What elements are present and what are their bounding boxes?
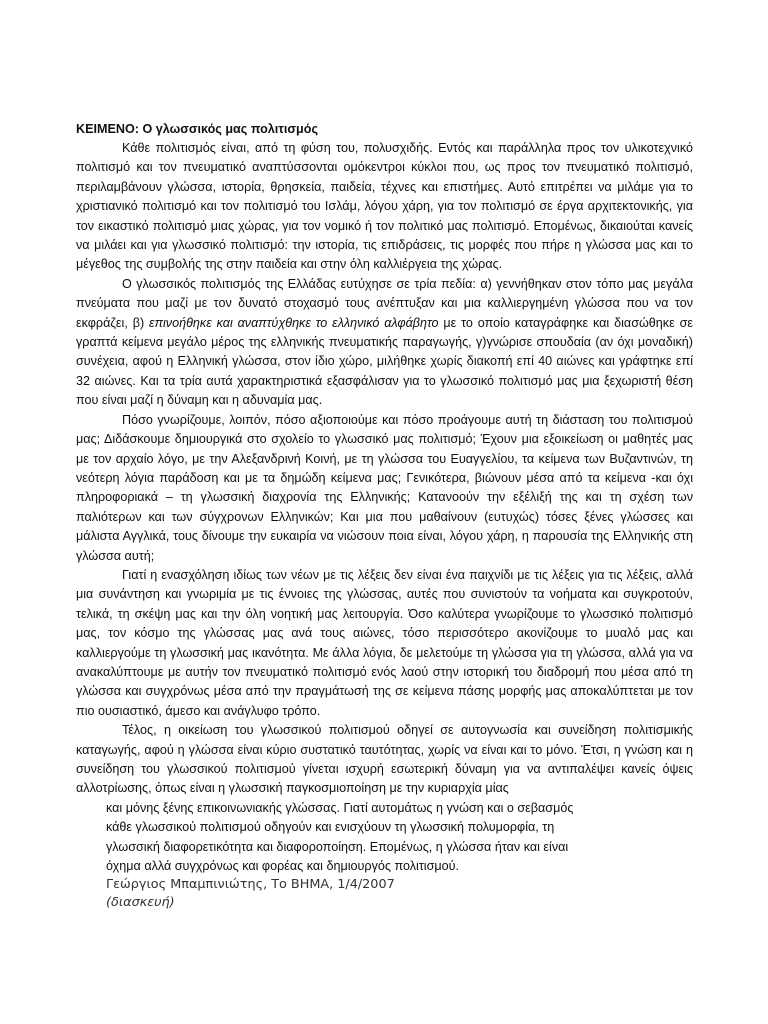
paragraph-2-italic: επινοήθηκε και αναπτύχθηκε το ελληνικό αλφάβητο [149,315,439,330]
continuation-line: γλωσσική διαφορετικότητα και διαφοροποίηση. Επομένως, η γλώσσα ήταν και είναι [106,839,569,854]
article [76,120,693,912]
paragraph-5: Τέλος, η οικείωση του γλωσσικού πολιτισμού οδηγεί σε αυτογνωσία και συνείδηση πολιτισμικής καταγωγής, αφού η γλώσσα είναι κύριο συστατικό ταυτότητας, χωρίς να είναι και το μόνο. Έτσι, η γνώση και η συνείδηση του γλωσσικού πολιτισμού γίνεται ισχυρή εσωτερική δύναμη για να αντιπαλέψει κανείς όψεις αλλοτρίωσης, όπως είναι η γλωσσική παγκοσμιοποίηση με την κυριαρχία μίας [76,723,693,796]
continuation-line: και μόνης ξένης επικοινωνιακής γλώσσας. Γιατί αυτομάτως η γνώση και ο σεβασμός [106,800,574,815]
article-heading: ΚΕΙΜΕΝΟ: Ο γλωσσικός μας πολιτισμός [76,122,318,136]
continuation-line: όχημα αλλά συγχρόνως και φορέας και δημιουργός πολιτισμού. [106,859,460,874]
paragraph-2-text-end: με το οποίο καταγράφηκε και διασώθηκε σε γραπτά κείμενα μεγάλο μέρος της ελληνικής πνευματικής παραγωγής, γ)γνώρισε σπουδαία (αν όχι μοναδική) συνέχεια, αφού η Ελληνική γλώσσα, στον ίδιο χώρο, μιλήθηκε χωρίς διακοπή επί 40 αιώνες και γράφτηκε επί 32 αιώνες. Και τα τρία αυτά χαρακτηριστικά εξασφάλισαν για το γλωσσικό πολιτισμό μας μια ξεχωριστή θέση που είναι μαζί η δύναμη και η αδυναμία μας. [76,315,693,408]
paragraph-3: Πόσο γνωρίζουμε, λοιπόν, πόσο αξιοποιούμε και πόσο προάγουμε αυτή τη διάσταση του πολιτισμού μας; Διδάσκουμε δημιουργικά στο σχολείο το γλωσσικό μας πολιτισμό; Έχουν μια εξοικείωση οι μαθητές μας με τον αρχαίο λόγο, με την Αλεξανδρινή Κοινή, με τη γλώσσα του Ευαγγελίου, τα κείμενα των Βυζαντινών, τη νεότερη λόγια παράδοση και με τα δημώδη κείμενα μας; Γενικότερα, βιώνουν μέσα από τα κείμενα -και όχι πληροφοριακά – τη γλωσσική διαχρονία της Ελληνικής; Κατανοούν την εξέλιξή της και τη σχέση των παλιότερων και των σύγχρονων Ελληνικών; Και μια που μαθαίνουν (ευτυχώς) τόσες ξένες γλώσσες και μάλιστα Αγγλικά, τους δίνουμε την ευκαιρία να νιώσουν ποια είναι, λόγου χάρη, η παρουσία της Ελληνικής στη γλώσσα αυτή; [76,412,693,563]
author-signature: Γεώργιος Μπαμπινιώτης, Το ΒΗΜΑ, 1/4/2007 [106,877,395,893]
paragraph-2 [76,275,693,411]
continuation-block [106,799,693,877]
paragraph-1: Κάθε πολιτισμός είναι, από τη φύση του, πολυσχιδής. Εντός και παράλληλα προς τον υλικοτεχνικό πολιτισμό και τον πνευματικό αναπτύσσονται ομόκεντροι κύκλοι που, ως προς τον πνευματικό πολιτισμό, περιλαμβάνουν γλώσσα, ιστορία, θρησκεία, παιδεία, τέχνες και επιστήμες. Αυτό επιτρέπει να μιλάμε για το χριστιανικό πολιτισμό και τον πολιτισμό του Ισλάμ, λόγου χάρη, για τον πολιτισμό σε έργα αρχιτεκτονικής, για τον εικαστικό πολιτισμό μιας χώρας, για τον νομικό ή τον πολιτικό μας πολιτισμό. Επομένως, δικαιούται κανείς να μιλάει και για γλωσσικό πολιτισμό: την ιστορία, τις επιδράσεις, τις μορφές που πήρε η γλώσσα μας και το μέγεθος της συμβολής της στην παιδεία και στην όλη καλλιέργεια της χώρας. [76,141,693,272]
paragraph-4: Γιατί η ενασχόληση ιδίως των νέων με τις λέξεις δεν είναι ένα παιχνίδι με τις λέξεις για τις λέξεις, αλλά μια συνάντηση και γνωριμία με τις έννοιες της γλώσσας, αυτές που συνιστούν τα νοήματα και συγκροτούν, τελικά, τη σκέψη μας και την όλη νοητική μας λειτουργία. Όσο καλύτερα γνωρίζουμε το γλωσσικό πολιτισμό μας, τον κόσμο της γλώσσας μας ανά τους αιώνες, τόσο περισσότερο ακονίζουμε το μυαλό μας και καλλιεργούμε τη γλωσσική μας ικανότητα. Με άλλα λόγια, δε μελετούμε τη γλώσσα για τη γλώσσα, αλλά για να ανακαλύπτουμε με αυτήν τον πνευματικό πολιτισμό ενός λαού στην ιστορική του διαδρομή που μέσα από τη γλώσσα και συγχρόνως μέσα από την πραγμάτωσή της σε κείμενα πάσης μορφής μας αποκαλύπτεται με τον πιο ουσιαστικό, άμεσο και ανάγλυφο τρόπο. [76,567,693,718]
paragraph-2-text-start: Ο γλωσσικός πολιτισμός της Ελλάδας ευτύχησε σε τρία πεδία: α) γεννήθηκαν στον τόπο μας μεγάλα πνεύματα που μαζί με τον δυνατό στοχασμό τους ανέπτυξαν και μια καλλιεργημένη γλώσσα που να τον εκφράζει, β) [76,276,693,330]
continuation-line: κάθε γλωσσικού πολιτισμού οδηγούν και ενισχύουν τη γλωσσική πολυμορφία, τη [106,820,555,835]
source-note: (διασκευή) [106,895,175,911]
